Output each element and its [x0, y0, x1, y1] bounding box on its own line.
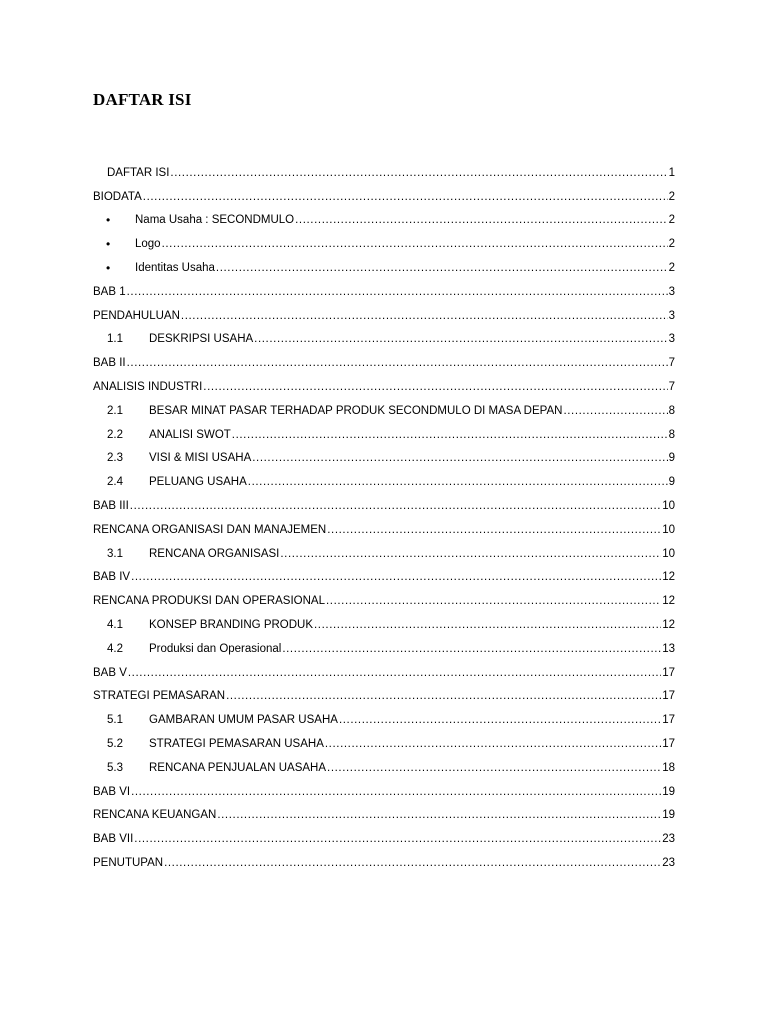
toc-entry-number: 2.4	[107, 476, 123, 489]
table-of-contents	[93, 156, 675, 870]
toc-entry-label: STRATEGI PEMASARAN USAHA	[149, 737, 324, 750]
toc-entry[interactable]	[93, 394, 675, 418]
dot-leader	[128, 666, 661, 680]
toc-entry-page-number: 17	[662, 737, 675, 750]
toc-entry-number: 3.1	[107, 547, 123, 560]
toc-entry-number: 4.2	[107, 642, 123, 655]
toc-entry-label: BAB III	[93, 499, 129, 512]
toc-entry-page-number: 2	[668, 261, 675, 274]
toc-entry-page-number: 3	[668, 309, 675, 322]
toc-entry-page-number: 2	[668, 214, 675, 227]
toc-entry-label: DAFTAR ISI	[107, 166, 170, 179]
toc-entry-page-number: 2	[668, 238, 675, 251]
toc-entry-page-number: 8	[668, 428, 675, 441]
toc-entry-label: RENCANA KEUANGAN	[93, 809, 217, 822]
toc-entry[interactable]	[93, 608, 675, 632]
toc-entry-page-number: 9	[668, 476, 675, 489]
toc-entry-number: 5.2	[107, 737, 123, 750]
toc-entry[interactable]	[93, 346, 675, 370]
dot-leader	[563, 404, 667, 418]
toc-entry-label: STRATEGI PEMASARAN	[93, 690, 226, 703]
dot-leader	[327, 523, 661, 537]
toc-entry[interactable]	[93, 418, 675, 442]
dot-leader	[127, 356, 668, 370]
dot-leader	[217, 808, 661, 822]
toc-entry[interactable]	[93, 513, 675, 537]
toc-entry[interactable]	[93, 751, 675, 775]
dot-leader	[280, 547, 661, 561]
toc-entry-page-number: 17	[662, 666, 675, 679]
toc-entry-page-number: 12	[662, 571, 675, 584]
toc-entry-label: ANALISI SWOT	[149, 428, 231, 441]
toc-entry-label: GAMBARAN UMUM PASAR USAHA	[149, 714, 338, 727]
bullet-icon: •	[106, 260, 111, 275]
toc-entry-page-number: 18	[662, 761, 675, 774]
toc-entry-page-number: 2	[668, 190, 675, 203]
dot-leader	[170, 166, 667, 180]
toc-entry[interactable]	[93, 561, 675, 585]
page-title: DAFTAR ISI	[93, 90, 192, 109]
toc-entry[interactable]	[93, 822, 675, 846]
toc-entry-number: 2.3	[107, 452, 123, 465]
dot-leader	[248, 475, 668, 489]
toc-entry[interactable]	[93, 204, 675, 228]
dot-leader	[164, 856, 661, 870]
toc-entry[interactable]	[93, 846, 675, 870]
toc-entry-page-number: 12	[662, 595, 675, 608]
dot-leader	[252, 451, 667, 465]
toc-entry-label: BESAR MINAT PASAR TERHADAP PRODUK SECONDMULO DI MASA DEPAN	[149, 404, 563, 417]
toc-entry[interactable]	[93, 775, 675, 799]
toc-entry-number: 5.3	[107, 761, 123, 774]
dot-leader	[131, 570, 661, 584]
toc-entry-label: KONSEP BRANDING PRODUK	[149, 618, 314, 631]
toc-entry-label: BIODATA	[93, 190, 142, 203]
toc-entry-label: Logo	[135, 238, 161, 251]
toc-entry-label: PENUTUPAN	[93, 856, 164, 869]
toc-entry-page-number: 19	[662, 785, 675, 798]
dot-leader	[326, 594, 661, 608]
toc-entry-label: ANALISIS INDUSTRI	[93, 380, 203, 393]
toc-entry-page-number: 23	[662, 833, 675, 846]
toc-entry[interactable]	[93, 465, 675, 489]
toc-entry-number: 1.1	[107, 333, 123, 346]
toc-entry-page-number: 12	[662, 618, 675, 631]
toc-entry-page-number: 7	[668, 357, 675, 370]
toc-entry-label: BAB VI	[93, 785, 131, 798]
toc-entry-label: BAB IV	[93, 571, 131, 584]
toc-entry-label: RENCANA PENJUALAN UASAHA	[149, 761, 327, 774]
dot-leader	[216, 261, 668, 275]
dot-leader	[232, 428, 668, 442]
dot-leader	[203, 380, 667, 394]
toc-entry-number: 2.2	[107, 428, 123, 441]
toc-entry-page-number: 1	[668, 166, 675, 179]
toc-entry[interactable]	[93, 632, 675, 656]
toc-entry-page-number: 3	[668, 333, 675, 346]
toc-entry[interactable]	[93, 442, 675, 466]
dot-leader	[325, 737, 661, 751]
toc-entry[interactable]	[93, 799, 675, 823]
dot-leader	[162, 237, 668, 251]
toc-entry[interactable]	[93, 370, 675, 394]
toc-entry-page-number: 3	[668, 285, 675, 298]
toc-entry-page-number: 17	[662, 714, 675, 727]
bullet-icon: •	[106, 237, 111, 252]
toc-entry[interactable]	[93, 323, 675, 347]
toc-entry-page-number: 9	[668, 452, 675, 465]
toc-entry-page-number: 17	[662, 690, 675, 703]
dot-leader	[327, 761, 661, 775]
toc-entry[interactable]	[93, 680, 675, 704]
toc-entry[interactable]	[93, 537, 675, 561]
dot-leader	[295, 213, 667, 227]
dot-leader	[339, 713, 661, 727]
toc-entry-label: Produksi dan Operasional	[149, 642, 282, 655]
toc-entry-label: BAB II	[93, 357, 126, 370]
toc-entry-label: DESKRIPSI USAHA	[149, 333, 254, 346]
toc-entry[interactable]	[93, 727, 675, 751]
toc-entry[interactable]	[93, 703, 675, 727]
dot-leader	[127, 285, 668, 299]
toc-entry-page-number: 10	[662, 523, 675, 536]
toc-entry-page-number: 13	[662, 642, 675, 655]
dot-leader	[143, 190, 668, 204]
dot-leader	[130, 499, 661, 513]
toc-entry[interactable]	[93, 156, 675, 180]
bullet-icon: •	[106, 213, 111, 228]
toc-entry[interactable]	[93, 656, 675, 680]
toc-entry-page-number: 23	[662, 856, 675, 869]
dot-leader	[254, 332, 667, 346]
toc-entry[interactable]	[93, 251, 675, 275]
toc-entry[interactable]	[93, 180, 675, 204]
toc-entry-page-number: 10	[662, 499, 675, 512]
dot-leader	[282, 642, 661, 656]
toc-entry-number: 4.1	[107, 618, 123, 631]
toc-entry[interactable]	[93, 489, 675, 513]
toc-entry-label: VISI & MISI USAHA	[149, 452, 252, 465]
toc-entry-label: BAB 1	[93, 285, 126, 298]
toc-entry-number: 2.1	[107, 404, 123, 417]
toc-entry-label: Nama Usaha : SECONDMULO	[135, 214, 295, 227]
toc-entry-label: BAB VII	[93, 833, 134, 846]
toc-entry-page-number: 19	[662, 809, 675, 822]
toc-entry-label: RENCANA ORGANISASI	[149, 547, 280, 560]
toc-entry-label: RENCANA ORGANISASI DAN MANAJEMEN	[93, 523, 327, 536]
toc-entry-label: Identitas Usaha	[135, 261, 215, 274]
toc-entry-page-number: 8	[668, 404, 675, 417]
toc-entry-page-number: 10	[662, 547, 675, 560]
dot-leader	[131, 785, 661, 799]
dot-leader	[314, 618, 661, 632]
toc-entry[interactable]	[93, 299, 675, 323]
toc-entry-label: PELUANG USAHA	[149, 476, 247, 489]
dot-leader	[134, 832, 661, 846]
dot-leader	[181, 309, 668, 323]
toc-entry-page-number: 7	[668, 380, 675, 393]
toc-entry-label: PENDAHULUAN	[93, 309, 180, 322]
toc-entry[interactable]	[93, 584, 675, 608]
toc-entry[interactable]	[93, 227, 675, 251]
toc-entry-number: 5.1	[107, 714, 123, 727]
toc-entry-label: RENCANA PRODUKSI DAN OPERASIONAL	[93, 595, 325, 608]
toc-entry-label: BAB V	[93, 666, 127, 679]
toc-entry[interactable]	[93, 275, 675, 299]
dot-leader	[226, 689, 661, 703]
